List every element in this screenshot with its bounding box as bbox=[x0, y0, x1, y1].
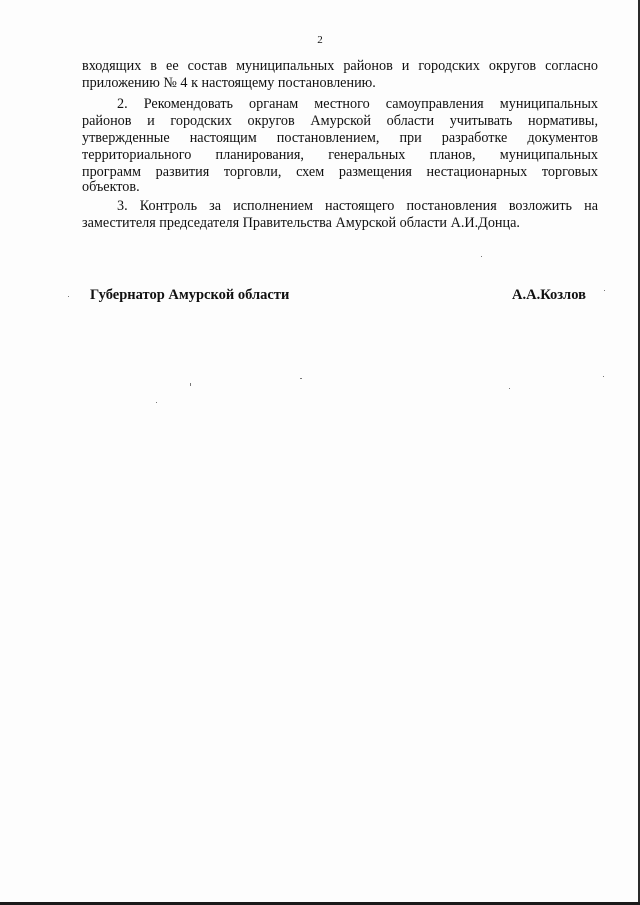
scan-speck bbox=[68, 296, 69, 297]
scan-speck bbox=[509, 388, 510, 389]
page-number: 2 bbox=[317, 34, 323, 46]
text-line: 3. Контроль за исполнением настоящего постановления возложить на bbox=[117, 198, 598, 214]
text-line: утвержденные настоящим постановлением, при разработке документов bbox=[82, 130, 598, 146]
text-line: объектов. bbox=[82, 179, 140, 195]
text-line: 2. Рекомендовать органам местного самоуправления муниципальных bbox=[117, 96, 598, 112]
scan-speck bbox=[603, 376, 604, 377]
signatory-name: А.А.Козлов bbox=[512, 287, 586, 303]
text-line: приложению № 4 к настоящему постановлению. bbox=[82, 75, 376, 91]
scan-speck bbox=[300, 378, 302, 379]
text-line: заместителя председателя Правительства Амурской области А.И.Донца. bbox=[82, 215, 520, 231]
text-line: территориального планирования, генеральных планов, муниципальных bbox=[82, 147, 598, 163]
scan-speck bbox=[190, 383, 191, 386]
text-line: районов и городских округов Амурской области учитывать нормативы, bbox=[82, 113, 598, 129]
scan-speck bbox=[156, 402, 157, 403]
text-line: программ развития торговли, схем размещения нестационарных торговых bbox=[82, 164, 598, 180]
scan-speck bbox=[481, 256, 482, 257]
scan-speck bbox=[604, 290, 605, 291]
text-line: входящих в ее состав муниципальных районов и городских округов согласно bbox=[82, 58, 598, 74]
signatory-position: Губернатор Амурской области bbox=[90, 287, 290, 303]
